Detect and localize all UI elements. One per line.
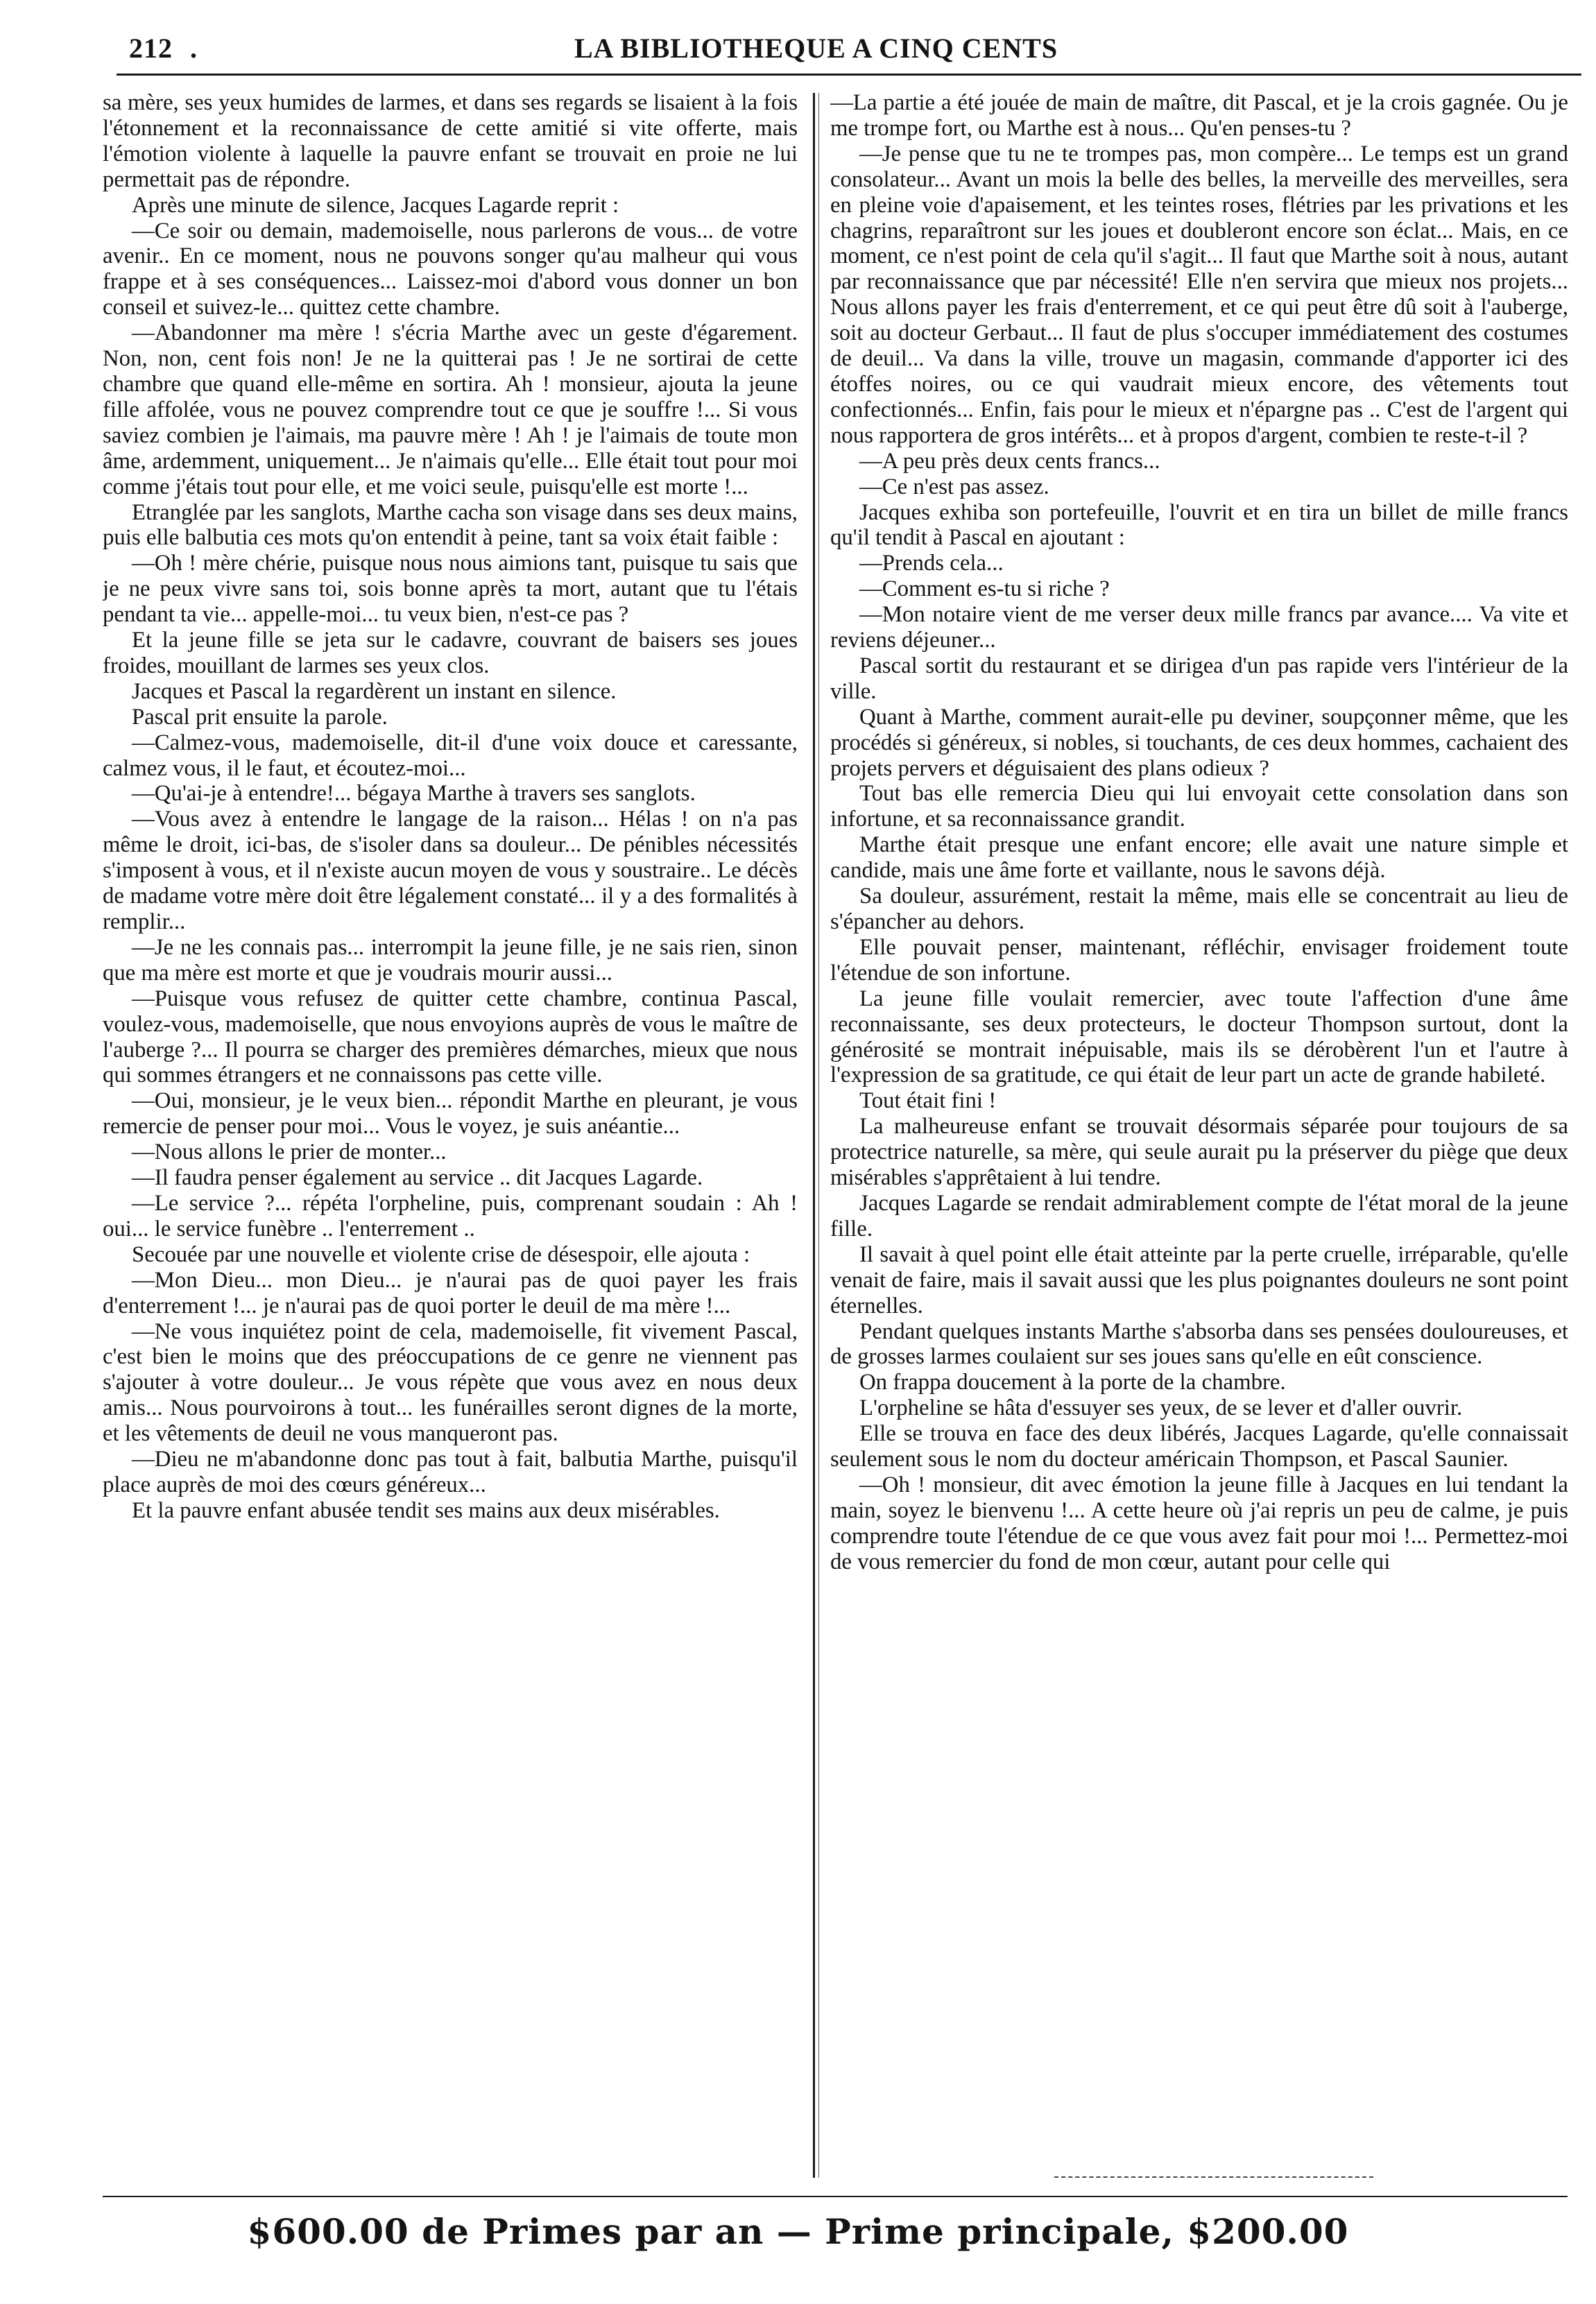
- paragraph: Jacques Lagarde se rendait admirablement compte de l'état moral de la jeune fille.: [830, 1190, 1568, 1241]
- paragraph: La jeune fille voulait remercier, avec toute l'affection d'une âme reconnaissante, ses deux protecteurs, le docteur Thompson surtout, dont la générosité se montrait inépuisable, mais ils se dérobèrent l'un et l'autre à l'expression de sa gratitude, ce qui était de leur part un acte de grande habileté.: [830, 986, 1568, 1088]
- header-rule: [117, 74, 1581, 76]
- paragraph: —Ce n'est pas assez.: [859, 474, 1049, 499]
- bottom-rule: [103, 2196, 1568, 2197]
- paragraph: On frappa doucement à la porte de la chambre.: [859, 1370, 1286, 1395]
- paragraph: —Puisque vous refusez de quitter cette chambre, continua Pascal, voulez-vous, mademoiselle, que nous envoyions auprès de vous le maître de l'auberge ?... Il pourra se charger des premières démarches, mieux que nous qui sommes étrangers et ne connaissons pas cette ville.: [103, 986, 798, 1088]
- paragraph: —Nous allons le prier de monter...: [132, 1140, 447, 1165]
- paragraph: Tout bas elle remercia Dieu qui lui envoyait cette consolation dans son infortune, et sa reconnaissance grandit.: [830, 781, 1568, 832]
- paragraph: —Il faudra penser également au service .. dit Jacques Lagarde.: [132, 1165, 703, 1191]
- paragraph: —La partie a été jouée de main de maître, dit Pascal, et je la crois gagnée. Ou je me trompe fort, ou Marthe est à nous... Qu'en penses-tu ?: [830, 90, 1568, 141]
- running-title: LA BIBLIOTHEQUE A CINQ CENTS: [574, 33, 1058, 64]
- header-dot: .: [190, 33, 197, 64]
- paragraph: —Abandonner ma mère ! s'écria Marthe avec un geste d'égarement. Non, non, cent fois non! Je ne la quitterai pas ! Je ne sortirai de cette chambre que quand elle-même en sortira. Ah ! monsieur, ajouta la jeune fille affolée, vous ne pouvez comprendre tout ce que je souffre !... Si vous saviez combien je l'aimais, ma pauvre mère ! Ah ! je l'aimais de toute mon âme, ardemment, uniquement... Je n'aimais qu'elle... Elle était tout pour moi comme j'étais tout pour elle, et me voici seule, puisqu'elle est morte !...: [103, 320, 798, 499]
- paragraph: Et la jeune fille se jeta sur le cadavre, couvrant de baisers ses joues froides, mouillant de larmes ses yeux clos.: [103, 628, 798, 678]
- paragraph: —Oh ! monsieur, dit avec émotion la jeune fille à Jacques en lui tendant la main, soyez le bienvenu !... A cette heure où j'ai repris un peu de calme, je puis comprendre toute l'étendue de ce que vous avez fait pour moi !... Permettez-moi de vous remercier du fond de mon cœur, autant pour celle qui: [830, 1472, 1568, 1574]
- paragraph: —Dieu ne m'abandonne donc pas tout à fait, balbutia Marthe, puisqu'il place auprès de moi des cœurs généreux...: [103, 1447, 798, 1497]
- paragraph: L'orpheline se hâta d'essuyer ses yeux, de se lever et d'aller ouvrir.: [859, 1395, 1463, 1421]
- paragraph: —Ce soir ou demain, mademoiselle, nous parlerons de vous... de votre avenir.. En ce moment, nous ne pouvons songer qu'au malheur qui vous frappe et à ses conséquences... Laissez-moi d'abord vous donner un bon conseil et suivez-le... quittez cette chambre.: [103, 218, 798, 320]
- paragraph: —Le service ?... répéta l'orpheline, puis, comprenant soudain : Ah ! oui... le service funèbre .. l'enterrement ..: [103, 1190, 798, 1241]
- paragraph: Pascal sortit du restaurant et se dirigea d'un pas rapide vers l'intérieur de la ville.: [830, 653, 1568, 704]
- paragraph: La malheureuse enfant se trouvait désormais séparée pour toujours de sa protectrice naturelle, sa mère, qui seule aurait pu la préserver du piège que deux misérables s'apprêtaient à lui tendre.: [830, 1114, 1568, 1191]
- paragraph: sa mère, ses yeux humides de larmes, et dans ses regards se lisaient à la fois l'étonnement et la reconnaissance de cette amitié si vite offerte, mais l'émotion violente à laquelle la pauvre enfant se trouvait en proie ne lui permettait pas de répondre.: [103, 90, 798, 192]
- paragraph: Marthe était presque une enfant encore; elle avait une nature simple et candide, mais une âme forte et vaillante, nous le savons déjà.: [830, 832, 1568, 884]
- paragraph: Elle se trouva en face des deux libérés, Jacques Lagarde, qu'elle connaissait seulement sous le nom du docteur américain Thompson, et Pascal Saunier.: [830, 1421, 1568, 1472]
- paragraph: Elle pouvait penser, maintenant, réfléchir, envisager froidement toute l'étendue de son infortune.: [830, 934, 1568, 986]
- page-header: [117, 29, 1581, 64]
- paragraph: Etranglée par les sanglots, Marthe cacha son visage dans ses deux mains, puis elle balbutia ces mots qu'on entendit à peine, tant sa voix était faible :: [103, 499, 798, 551]
- paragraph: —Vous avez à entendre le langage de la raison... Hélas ! on n'a pas même le droit, ici-bas, de s'isoler dans sa douleur... De pénibles nécessités s'imposent à vous, et il n'existe aucun moyen de vous y soustraire.. Le décès de madame votre mère doit être légalement constaté... il y a des formalités à remplir...: [103, 807, 798, 934]
- paragraph: Après une minute de silence, Jacques Lagarde reprit :: [132, 192, 619, 218]
- paragraph: —Calmez-vous, mademoiselle, dit-il d'une voix douce et caressante, calmez vous, il le faut, et écoutez-moi...: [103, 730, 798, 781]
- paragraph: —Oh ! mère chérie, puisque nous nous aimions tant, puisque tu sais que je ne peux vivre sans toi, sois bonne après ta mort, autant que tu l'étais pendant ta vie... appelle-moi... tu veux bien, n'est-ce pas ?: [103, 551, 798, 628]
- paragraph: —Prends cela...: [859, 551, 1004, 576]
- paragraph: —Mon notaire vient de me verser deux mille francs par avance.... Va vite et reviens déjeuner...: [830, 602, 1568, 653]
- paragraph: —A peu près deux cents francs...: [859, 448, 1160, 474]
- paragraph: —Mon Dieu... mon Dieu... je n'aurai pas de quoi payer les frais d'enterrement !... je n'aurai pas de quoi porter le deuil de ma mère !...: [103, 1267, 798, 1318]
- paragraph: —Je ne les connais pas... interrompit la jeune fille, je ne sais rien, sinon que ma mère est morte et que je voudrais mourir aussi...: [103, 934, 798, 986]
- paragraph: —Comment es-tu si riche ?: [859, 576, 1110, 602]
- paragraph: Jacques et Pascal la regardèrent un instant en silence.: [132, 678, 617, 704]
- paragraph: Pendant quelques instants Marthe s'absorba dans ses pensées douloureuses, et de grosses larmes coulaient sur ses joues sans qu'elle en eût conscience.: [830, 1318, 1568, 1370]
- paragraph: —Ne vous inquiétez point de cela, mademoiselle, fit vivement Pascal, c'est bien le moins que des préoccupations de ce genre ne viennent pas s'ajouter à votre douleur... Je vous répète que vous avez en nous deux amis... Nous pourvoirons à tout... les funérailles seront dignes de la morte, et les vêtements de deuil ne vous manqueront pas.: [103, 1318, 798, 1447]
- end-ornament: [1054, 2176, 1373, 2178]
- column-divider-thin: [818, 93, 819, 2178]
- paragraph: Il savait à quel point elle était atteinte par la perte cruelle, irréparable, qu'elle venait de faire, mais il savait aussi que les plus poignantes douleurs ne sont point éternelles.: [830, 1241, 1568, 1318]
- right-column: [830, 90, 1568, 2181]
- paragraph: Secouée par une nouvelle et violente crise de désespoir, elle ajouta :: [132, 1241, 750, 1267]
- paragraph: —Oui, monsieur, je le veux bien... répondit Marthe en pleurant, je vous remercie de penser pour moi... Vous le voyez, je suis anéantie...: [103, 1088, 798, 1140]
- paragraph: Et la pauvre enfant abusée tendit ses mains aux deux misérables.: [132, 1497, 720, 1523]
- column-divider: [813, 93, 815, 2178]
- left-column: [103, 90, 798, 2181]
- page-number: 212: [129, 33, 173, 64]
- paragraph: —Qu'ai-je à entendre!... bégaya Marthe à travers ses sanglots.: [132, 781, 696, 807]
- paragraph: Quant à Marthe, comment aurait-elle pu deviner, soupçonner même, que les procédés si généreux, si nobles, si touchants, de ces deux hommes, cachaient des projets pervers et déguisaient des plans odieux ?: [830, 704, 1568, 781]
- paragraph: Sa douleur, assurément, restait la même, mais elle se concentrait au lieu de s'épancher au dehors.: [830, 884, 1568, 934]
- paragraph: Tout était fini !: [859, 1088, 997, 1114]
- paragraph: Pascal prit ensuite la parole.: [132, 704, 388, 730]
- advertisement-banner: $600.00 de Primes par an — Prime principale, $200.00: [247, 2211, 1349, 2252]
- paragraph: Jacques exhiba son portefeuille, l'ouvrit et en tira un billet de mille francs qu'il tendit à Pascal en ajoutant :: [830, 499, 1568, 551]
- paragraph: —Je pense que tu ne te trompes pas, mon compère... Le temps est un grand consolateur... Avant un mois la belle des belles, la merveille des merveilles, sera en pleine voie d'apaisement, et les teintes roses, flétries par les privations et les chagrins, reparaîtront sur les joues et doubleront encore son éclat... Mais, en ce moment, ce n'est point de cela qu'il s'agit... Il faut que Marthe soit à nous, autant par reconnaissance que par nécessité! Elle n'en servira que mieux nos projets... Nous allons payer les frais d'enterrement, et ce qui peut être dû soit à l'auberge, soit au docteur Gerbaut... Il faut de plus s'occuper immédiatement des costumes de deuil... Va dans la ville, trouve un magasin, commande d'apporter ici des étoffes noires, ou ce qui vaudrait mieux encore, des vêtements tout confectionnés... Enfin, fais pour le mieux et n'épargne pas .. C'est de l'argent qui nous rapportera de gros intérêts... et à propos d'argent, combien te reste-t-il ?: [830, 141, 1568, 448]
